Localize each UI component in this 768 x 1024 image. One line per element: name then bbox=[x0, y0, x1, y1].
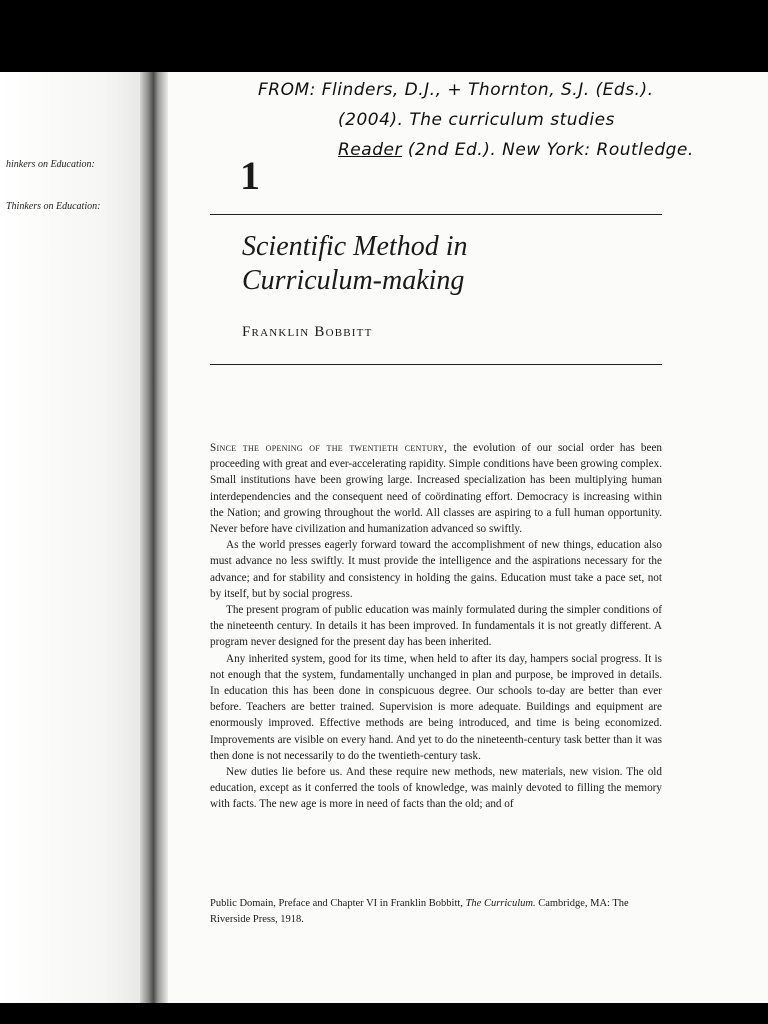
paragraph: As the world presses eagerly forward toward the accomplishment of new things, education also must advance no less swiftly. It must provide the intelligence and the aspirations necessary for the advance; and for stability and consistency in holding the gains. Education must take a pace set, not by itself, but by social progress. bbox=[210, 539, 662, 600]
divider-rule bbox=[210, 214, 662, 215]
source-footnote bbox=[210, 896, 662, 928]
paragraph: The present program of public education was mainly formulated during the simpler conditions of the nineteenth century. In details it has been improved. In fundamentals it is not greatly different. A program never designed for the present day has been inherited. bbox=[210, 604, 662, 649]
chapter-title bbox=[242, 230, 468, 298]
divider-rule bbox=[210, 364, 662, 365]
paragraph-text: the evolution of our social order has been proceeding with great and ever-accelerating rapidity. Simple conditions have been growing complex. Small institutions have been growing large. Increased specialization has been multiplying human interdependencies and the consequent need of coördinating effort. Democracy is increasing within the Nation; and growing throughout the world. All classes are aspiring to a full human opportunity. Never before have civilization and humanization advanced so swiftly. bbox=[210, 442, 663, 536]
footnote-book-title: The Curriculum. bbox=[465, 898, 536, 909]
chapter-title-line: Curriculum-making bbox=[242, 265, 465, 296]
book-gutter bbox=[140, 72, 168, 1003]
scan-top-border bbox=[0, 0, 768, 72]
body-text bbox=[210, 440, 662, 813]
margin-note: Thinkers on Education: bbox=[6, 201, 101, 212]
handwritten-underlined-word: Reader bbox=[338, 140, 402, 160]
footnote-text: Public Domain, Preface and Chapter VI in Franklin Bobbitt, bbox=[210, 898, 466, 909]
handwritten-citation-line: (2004). The curriculum studies bbox=[338, 110, 615, 130]
paragraph: New duties lie before us. And these require new methods, new materials, new vision. The old education, except as it conferred the tools of knowledge, was mainly devoted to filling the memory with facts. The new age is more in need of facts than the old; and of bbox=[210, 766, 662, 811]
paragraph: Any inherited system, good for its time, when held to after its day, hampers social progress. It is not enough that the system, fundamentally unchanged in plan and purpose, be improved in details. In education this has been done in conspicuous degree. Our schools to-day are better than ever before. Teachers are better trained. Supervision is more adequate. Buildings and equipment are enormously improved. Effective methods are being introduced, and time is being economized. Improvements are visible on every hand. And yet to do the nineteenth-century task better than it was then done is not necessarily to do the twentieth-century task. bbox=[210, 652, 662, 762]
handwritten-rest: (2nd Ed.). New York: Routledge. bbox=[401, 140, 694, 160]
paragraph bbox=[210, 440, 662, 537]
handwritten-citation-line: FROM: Flinders, D.J., + Thornton, S.J. (Eds.). bbox=[258, 80, 654, 100]
scan-bottom-border bbox=[0, 1003, 768, 1024]
chapter-number: 1 bbox=[240, 153, 260, 198]
chapter-author: Franklin Bobbitt bbox=[242, 324, 373, 340]
footnote-text: Cambridge, MA: The Riverside Press, 1918. bbox=[210, 898, 629, 925]
margin-note: hinkers on Education: bbox=[6, 159, 95, 170]
paragraph-lead: Since the opening of the twentieth century, bbox=[210, 442, 448, 454]
handwritten-citation-line bbox=[338, 140, 694, 160]
chapter-title-line: Scientific Method in bbox=[242, 231, 468, 262]
